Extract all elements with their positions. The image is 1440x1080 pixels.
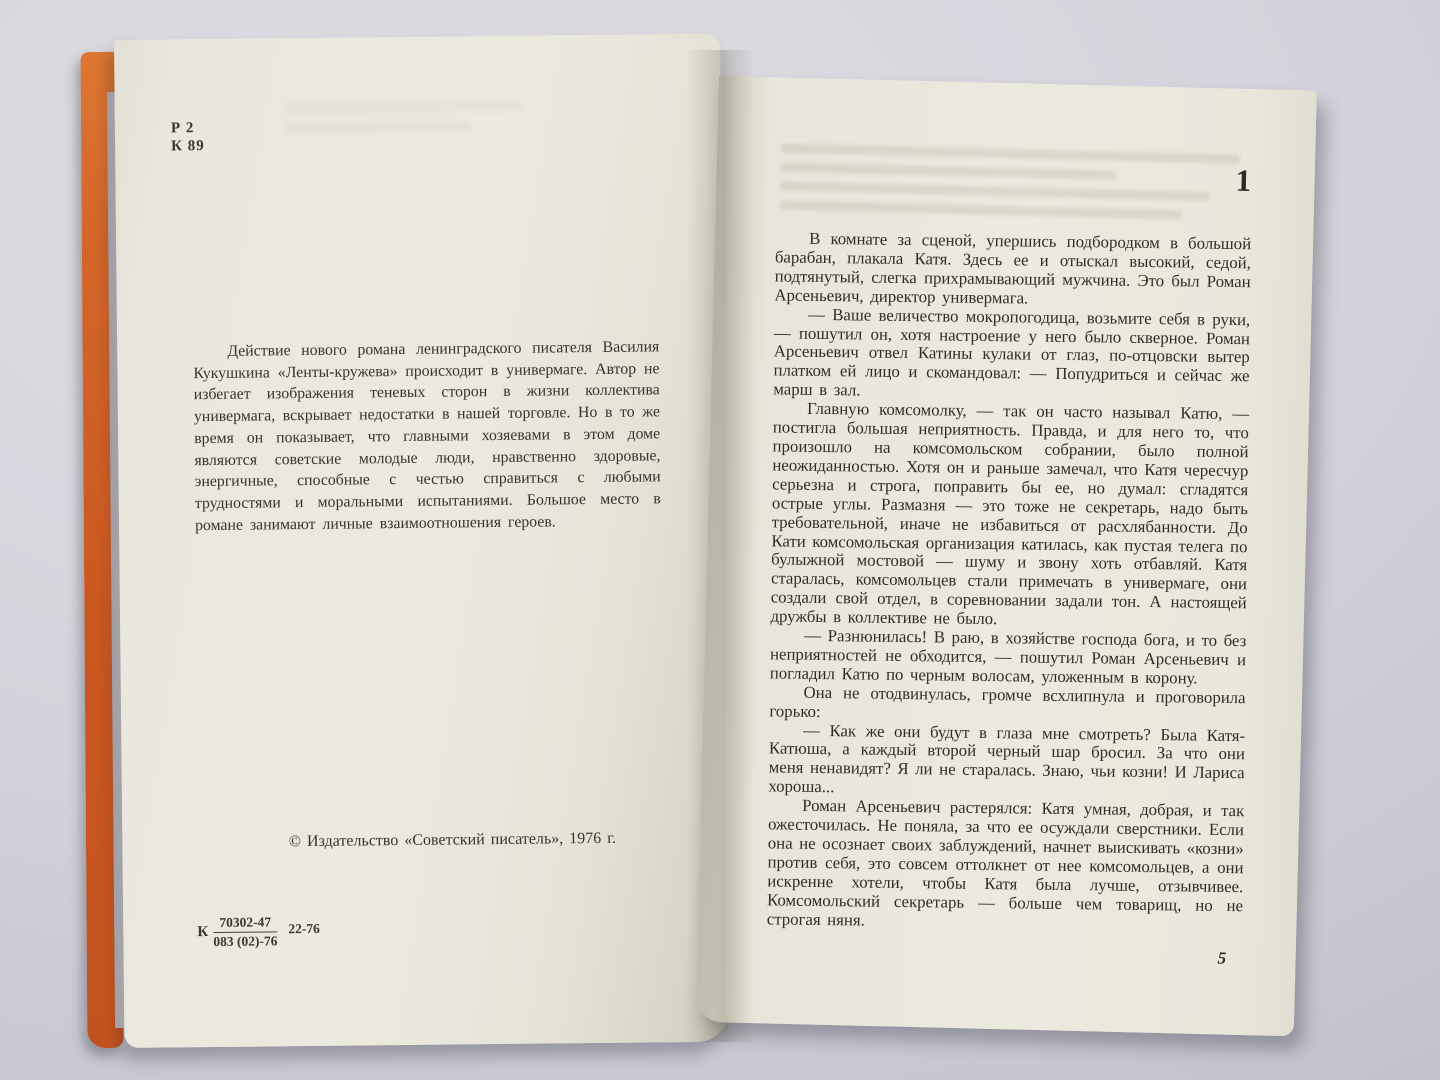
library-classification-code [171,119,205,155]
page-number: 5 [1217,948,1227,968]
library-code-line1: Р 2 [170,120,195,137]
paragraph: — Как же они будут в глаза мне смотреть? Была Катя-Катюша, а каждый второй черный шар бросил. За что они меня ненавидят? Я ли не старалась. Знаю, чьи козни! И Лариса хороша... [768,720,1246,797]
library-code-line2: К 89 [171,138,205,155]
annotation-text: Действие нового романа ленинградского писателя Василия Кукушкина «Ленты-кружева» происходит в универмаге. Автор не избегает изображения теневых сторон в жизни коллектива универмага, вскрывает недостатки в нашей торговле. Но в то же время он показывает, что главными хозяевами в этом доме являются советские молодые люди, нравственно здоровые, энергичные, способные с честью справиться с любыми трудностями и моральными испытаниями. Большое место в романе занимают личные взаимоотношения героев. [193,338,661,534]
chapter-body-text [767,229,1252,934]
paragraph: — Разнюнилась! В раю, в хозяйстве господа бога, и то без неприятностей не обходится, — пошутил Роман Арсеньевич и погладил Катю по черным волосам, уложенным в корону. [769,625,1247,688]
catalog-denominator: 083 (02)-76 [213,933,278,950]
catalog-suffix: 22-76 [288,920,320,936]
right-page [696,76,1317,1036]
paragraph: Главную комсомолку, — так он часто называл Катю, — постигла большая неприятность. Правда, и для него то, что произошло на комсомольском собрании, было полной неожиданностью. Хотя он и раньше замечал, что Катя чересчур серьезна и строга, поправить бы ее, но думал: сгладятся острые углы. Размазня — это тоже не секретарь, надо быть требовательной, иначе не избавиться от расхлябанности. До Кати комсомольская организация катилась, как пустая телега по булыжной мостовой — шуму и звону хоть отбавляй. Катя старалась, комсомольцев стали примечать в универмаге, они создали свой отдел, в соревновании задали тон. А настоящей дружбы в коллективе не было. [770,398,1250,629]
chapter-number: 1 [1235,162,1252,199]
paragraph: В комнате за сценой, упершись подбородком в большой барабан, плакала Катя. Здесь ее и отыскал высокий, седой, подтянутый, слегка прихрамывающий мужчина. Это был Роман Арсеньевич, директор универмага. [774,228,1252,308]
catalog-code [197,914,320,951]
catalog-numerator: 70302-47 [213,914,277,933]
left-page [114,34,731,1048]
paragraph: Она не отодвинулась, громче всхлипнула и проговорила горько: [769,682,1246,721]
catalog-prefix: К [197,924,209,941]
copyright-line: © Издательство «Советский писатель», 1976 г. [288,829,617,851]
paragraph: — Ваше величество мокропогодица, возьмите себя в руки, — пошутил он, хотя настроение у него было скверное. Роман Арсеньевич отвел Катины кулаки от глаз, по-отцовски вытер платком ей лицо и скомандовал: — Попудриться и сейчас же марш в зал. [773,304,1251,400]
show-through-ghost-left [285,101,575,142]
catalog-fraction [213,914,277,950]
show-through-ghost-right [780,144,1260,232]
paragraph: Роман Арсеньевич растерялся: Катя умная, добрая, и так ожесточилась. Не поняла, за что ее осуждали сверстники. Если она не осознает своих заблуждений, начнет выискивать «козни» против себя, это совсем оттолкнет от нее комсомольцев, а они искренне хотели, чтобы Катя была лучше, отзывчивее. Комсомольский секретарь — больше чем товарищ, но не строгая няня. [766,795,1245,930]
